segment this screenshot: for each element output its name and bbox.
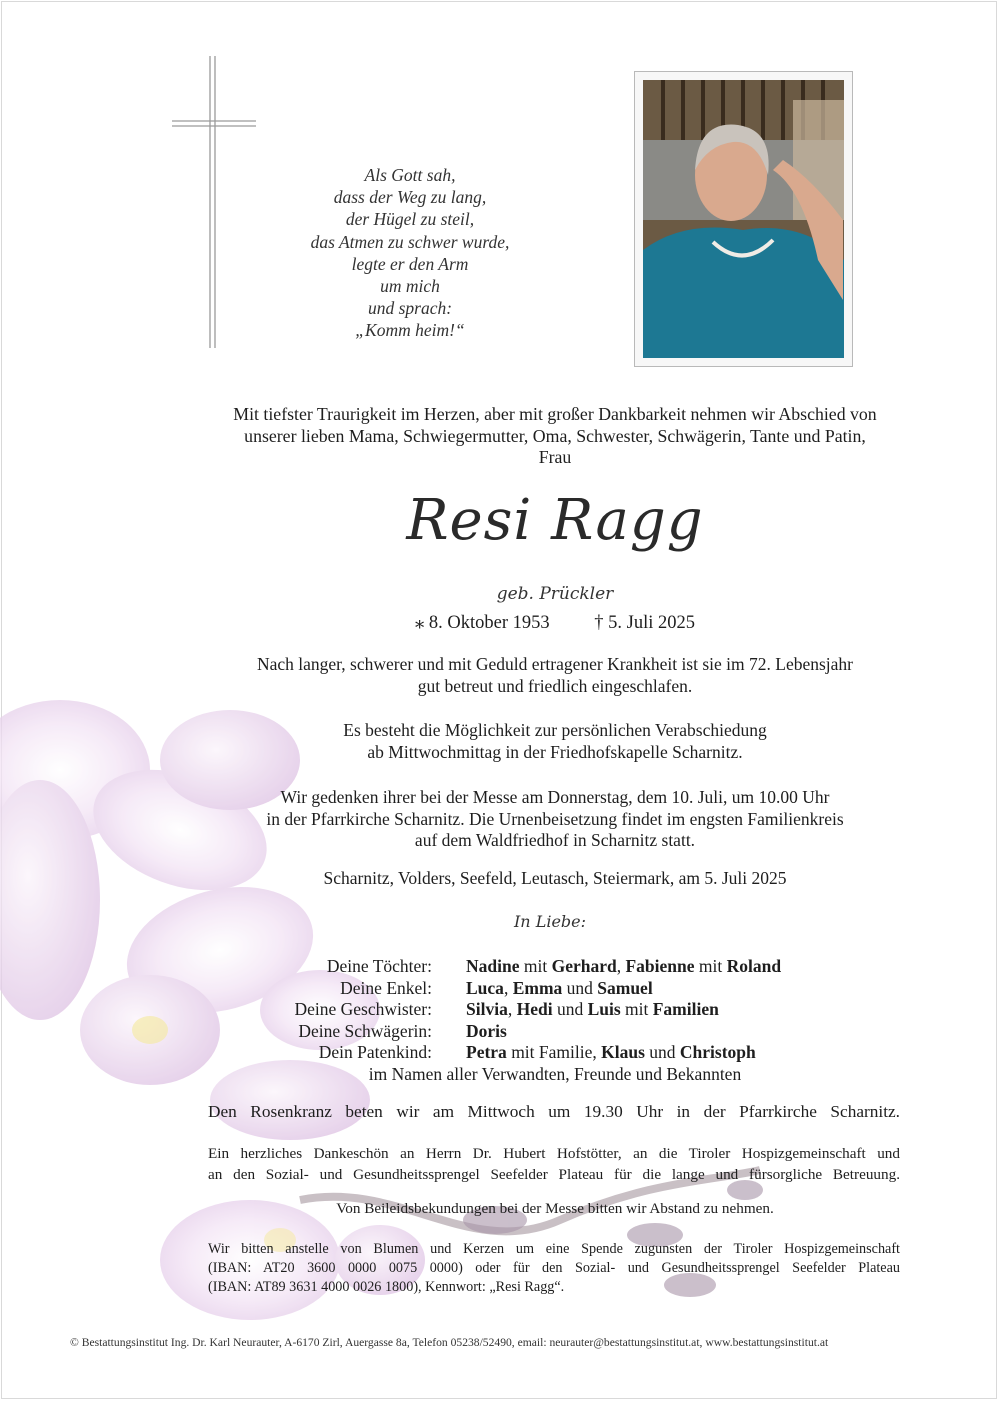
family-label: Deine Geschwister: xyxy=(294,999,432,1020)
birth-date: ⁎ 8. Oktober 1953 xyxy=(415,613,550,633)
intro-line: Frau xyxy=(538,447,572,468)
footer-imprint: © Bestattungsinstitut Ing. Dr. Karl Neurauter, A-6170 Zirl, Auergasse 8a, Telefon 05238/52490, email: neurauter@bestattungsinstitut.at, www.bestattungsinstitut.at xyxy=(70,1336,829,1349)
text-line: gut betreut und friedlich eingeschlafen. xyxy=(417,675,693,696)
family-row-siblings xyxy=(0,999,1000,1021)
thanks-text xyxy=(208,1144,900,1185)
family-names: Doris xyxy=(466,1020,507,1041)
family-list xyxy=(0,956,1000,1064)
family-names: Petra mit Familie, Klaus und Christoph xyxy=(466,1042,756,1063)
poem-line: das Atmen zu schwer wurde, xyxy=(310,231,510,252)
death-date: † 5. Juli 2025 xyxy=(594,613,695,633)
maiden-name: geb. Prückler xyxy=(496,584,614,604)
family-names: Luca, Emma und Samuel xyxy=(466,977,653,998)
intro-text xyxy=(200,404,910,469)
text-line: Ein herzliches Dankeschön an Herrn Dr. Hubert Hofstötter, an die Tiroler Hospizgemeinschaft und xyxy=(208,1145,900,1162)
places-date: Scharnitz, Volders, Seefeld, Leutasch, Steiermark, am 5. Juli 2025 xyxy=(323,868,787,888)
poem-line: legte er den Arm xyxy=(351,253,469,274)
text-line: an den Sozial- und Gesundheitssprengel Seefelder Plateau für die lange und fürsorgliche Betreuung. xyxy=(208,1165,900,1183)
paragraph-mass xyxy=(200,787,910,852)
text-line: Wir gedenken ihrer bei der Messe am Donnerstag, dem 10. Juli, um 10.00 Uhr xyxy=(280,787,830,807)
text-line: (IBAN: AT89 3631 4000 0026 1800), Kennwort: „Resi Ragg“. xyxy=(208,1279,565,1295)
poem xyxy=(250,164,570,342)
family-label: Deine Schwägerin: xyxy=(298,1020,432,1041)
portrait-frame xyxy=(634,71,853,367)
family-row-sister-in-law xyxy=(0,1021,1000,1043)
text-line: ab Mittwochmittag in der Friedhofskapelle Scharnitz. xyxy=(367,741,743,762)
cross-icon xyxy=(172,56,256,348)
deceased-name: Resi Ragg xyxy=(406,488,704,553)
text-line: Nach langer, schwerer und mit Geduld ertragener Krankheit ist sie im 72. Lebensjahr xyxy=(256,654,854,674)
text-line: in der Pfarrkirche Scharnitz. Die Urnenbeisetzung findet im engsten Familienkreis xyxy=(266,808,844,829)
in-love-heading: In Liebe: xyxy=(513,912,587,931)
intro-line: Mit tiefster Traurigkeit im Herzen, aber mit großer Dankbarkeit nehmen wir Abschied von xyxy=(233,404,877,424)
text-line: auf dem Waldfriedhof in Scharnitz statt. xyxy=(414,830,696,851)
family-names: Nadine mit Gerhard, Fabienne mit Roland xyxy=(466,956,782,976)
portrait-photo xyxy=(643,80,844,358)
text-line: Wir bitten anstelle von Blumen und Kerzen um eine Spende zugunsten der Tiroler Hospizgemeinschaft xyxy=(208,1241,900,1257)
family-row-daughters xyxy=(0,956,1000,978)
family-closing: im Namen aller Verwandten, Freunde und Bekannten xyxy=(368,1064,742,1084)
family-label: Deine Enkel: xyxy=(340,977,432,998)
family-label: Dein Patenkind: xyxy=(318,1042,432,1063)
text-line: Es besteht die Möglichkeit zur persönlichen Verabschiedung xyxy=(343,720,767,740)
family-names: Silvia, Hedi und Luis mit Familien xyxy=(466,999,719,1020)
family-row-grandchildren xyxy=(0,978,1000,1000)
poem-line: Als Gott sah, xyxy=(364,165,456,185)
life-dates xyxy=(300,612,810,634)
rosary-text: Den Rosenkranz beten wir am Mittwoch um 19.30 Uhr in der Pfarrkirche Scharnitz. xyxy=(208,1102,900,1121)
donation-text xyxy=(208,1240,900,1297)
paragraph-farewell xyxy=(200,720,910,763)
paragraph-illness xyxy=(200,654,910,697)
poem-line: der Hügel zu steil, xyxy=(345,209,475,230)
poem-line: dass der Weg zu lang, xyxy=(333,187,487,208)
poem-line: „Komm heim!“ xyxy=(355,320,465,341)
poem-line: um mich xyxy=(380,276,440,297)
text-line: (IBAN: AT20 3600 0000 0075 0000) oder für den Sozial- und Gesundheitssprengel Seefelder Plateau xyxy=(208,1260,900,1276)
family-label: Deine Töchter: xyxy=(326,956,432,976)
condolence-text: Von Beileidsbekundungen bei der Messe bitten wir Abstand zu nehmen. xyxy=(336,1200,774,1217)
poem-line: und sprach: xyxy=(367,298,453,319)
intro-line: unserer lieben Mama, Schwiegermutter, Oma, Schwester, Schwägerin, Tante und Patin, xyxy=(244,425,866,446)
family-row-godchild xyxy=(0,1042,1000,1064)
